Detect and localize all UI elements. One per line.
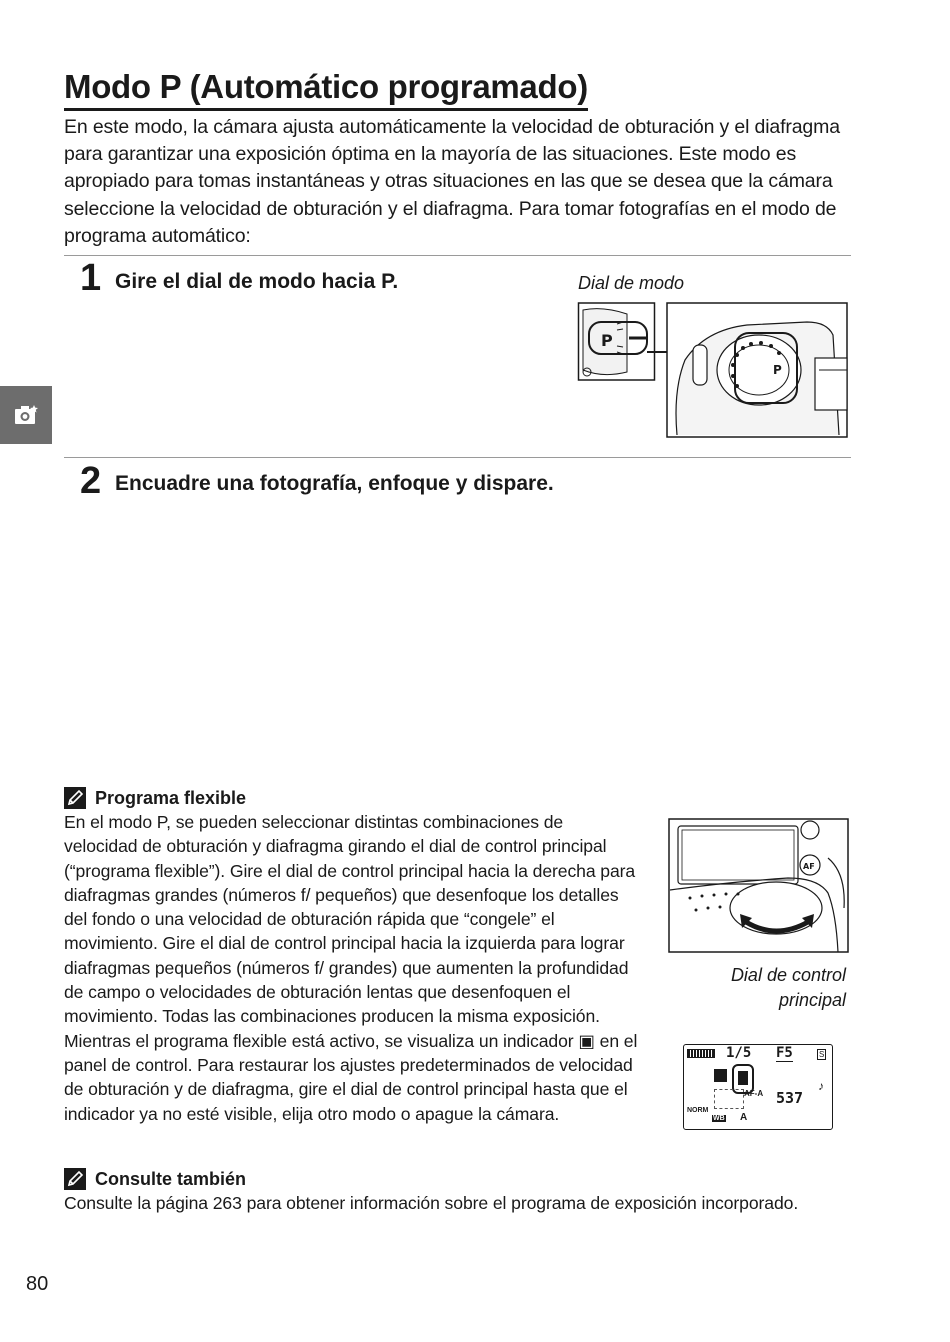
command-dial-caption (668, 963, 846, 1013)
svg-text:P: P (773, 363, 782, 377)
command-dial-illustration (668, 818, 850, 954)
step-2-text: Encuadre una fotografía, enfoque y dispare. (115, 472, 554, 495)
pencil-icon (64, 787, 86, 809)
metering-icon (714, 1069, 727, 1082)
note-see-also-title: Consulte también (95, 1169, 247, 1189)
intro-paragraph: En este modo, la cámara ajusta automáticamente la velocidad de obturación y el diafragma para garantizar una exposición óptima en la mayoría de las situaciones. Este modo es apropiado para tomas instantáneas y otras situaciones en las que se desea que la cámara seleccione la velocidad de obturación y el diafragma. Para tomar fotografías en el modo de programa automático: (64, 116, 840, 247)
pencil-icon (64, 1168, 86, 1190)
battery-icon (687, 1049, 715, 1058)
note-see-also-body: Consulte la página 263 para obtener información sobre el programa de exposición incorporado. (64, 1193, 799, 1213)
lcd-release: S (819, 1050, 825, 1059)
svg-text:AF: AF (803, 862, 815, 871)
page-title: Modo P (Automático programado) (64, 66, 588, 111)
lcd-wb-mode: A (740, 1112, 748, 1123)
lcd-frames: 537 (776, 1089, 804, 1107)
lcd-quality: NORM (687, 1107, 709, 1114)
note-flexible-title: Programa flexible (95, 788, 247, 808)
lcd-shutter: 1/5 (726, 1045, 752, 1061)
af-area-display (714, 1089, 744, 1109)
step-2-number: 2 (80, 460, 102, 502)
lcd-aperture: F5 (776, 1045, 793, 1061)
command-dial-caption-line1: Dial de control (730, 965, 846, 985)
mode-dial-caption: Dial de modo (578, 273, 685, 293)
control-panel-illustration (683, 1044, 833, 1130)
step-1-number: 1 (80, 257, 102, 299)
page-number: 80 (26, 1273, 49, 1295)
lcd-wb: WB (713, 1115, 725, 1122)
divider (64, 255, 851, 256)
camera-icon (14, 404, 40, 431)
lcd-af-mode: AF-A (744, 1089, 764, 1098)
divider (64, 457, 851, 458)
svg-text:P: P (601, 331, 613, 350)
note-flexible-body: En el modo P, se pueden seleccionar distintas combinaciones de velocidad de obturación y diafragma girando el dial de control principal (“programa flexible”). Gire el dial de control principal hacia la derecha para diafragmas grandes (números f/ pequeños) que desenfoque los detalles del fondo o una velocidad de obturación rápida que “congele” el movimiento. Gire el dial de control principal hacia la izquierda para lograr diafragmas pequeños (números f/ grandes) que aumenten la profundidad de campo o velocidades de obturación lentas que desenfoquen el movimiento. Todas las combinaciones producen la misma exposición. Mientras el programa flexible está activo, se visualiza un indicador ▣ en el panel de control. Para restaurar los ajustes predeterminados de velocidad de obturación y de diafragma, gire el dial de control principal hasta que el indicador ya no esté visible, elija otro modo o apague la cámara. (64, 812, 638, 1124)
note-flexible-heading (64, 786, 246, 810)
step-1-text: Gire el dial de modo hacia P. (115, 270, 399, 293)
section-tab[interactable] (0, 386, 52, 444)
note-see-also-heading (64, 1167, 246, 1191)
command-dial-caption-line2: principal (778, 990, 846, 1010)
mode-dial-illustration (577, 300, 849, 440)
beep-icon: ♪ (818, 1079, 824, 1093)
